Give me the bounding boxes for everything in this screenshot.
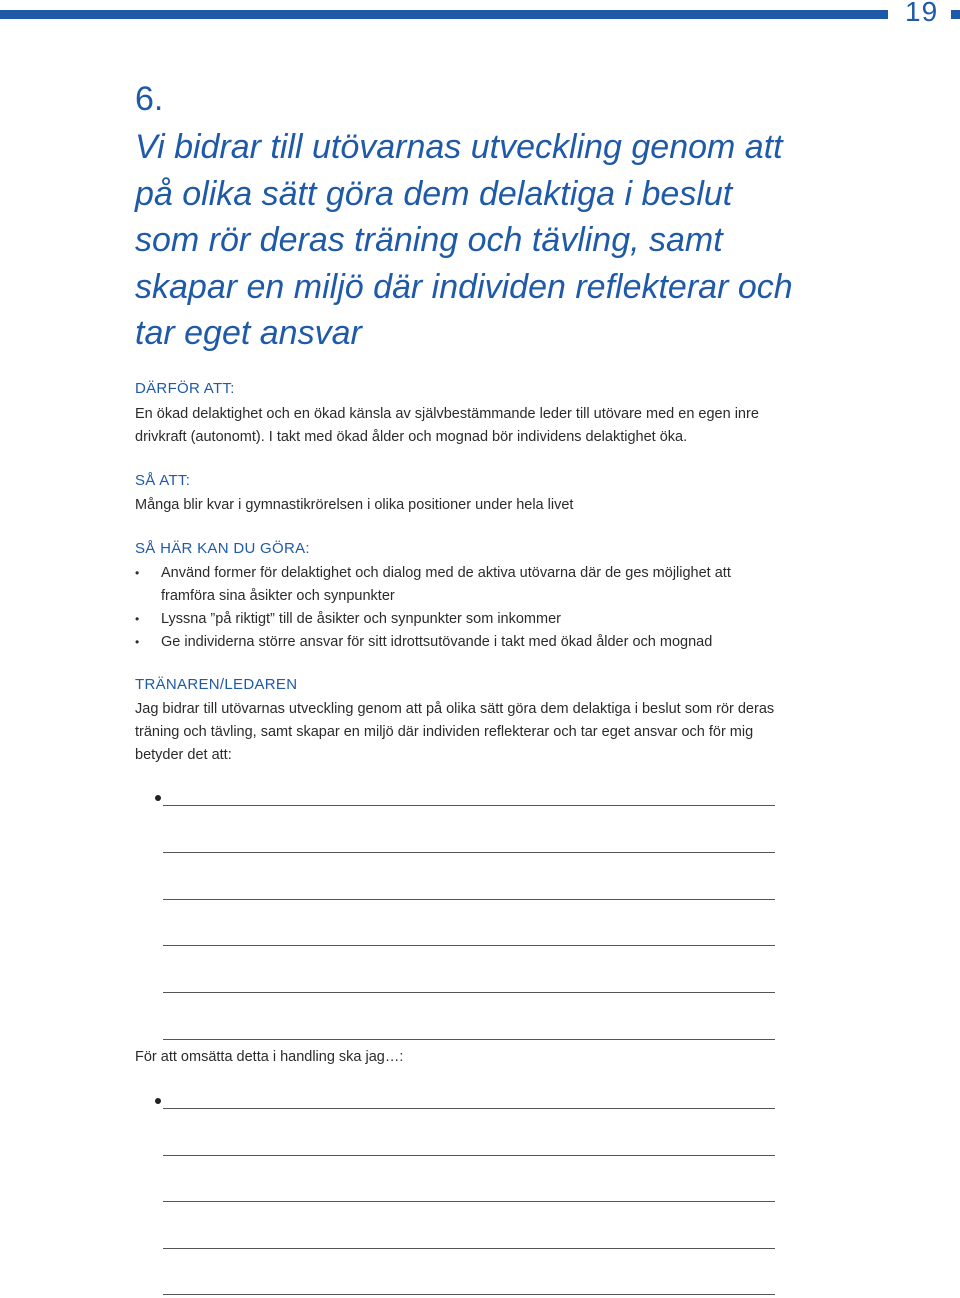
corner-square — [951, 10, 960, 19]
darfor-text: En ökad delaktighet och en ökad känsla av självbestämmande leder till utövare med en egen inre drivkraft (autonomt). I takt med ökad ålder och mognad bör individens delaktighet öka. — [135, 406, 759, 445]
writing-line[interactable] — [163, 899, 775, 900]
tranaren-text: Jag bidrar till utövarnas utveckling genom att på olika sätt göra dem delaktiga i beslut som rör deras träning och tävling, samt skapar en miljö där individen reflekterar och tar eget ansvar och för mig betyder det att: — [135, 701, 775, 763]
tranaren-label: TRÄNAREN/LEDAREN — [135, 676, 298, 693]
write-bullet — [155, 795, 161, 801]
writing-line[interactable] — [163, 805, 775, 806]
sa-att-text: Många blir kvar i gymnastikrörelsen i olika positioner under hela livet — [135, 497, 574, 513]
tips-list — [135, 562, 775, 654]
top-color-bar — [0, 10, 888, 19]
writing-line[interactable] — [163, 1039, 775, 1040]
writing-line[interactable] — [163, 1201, 775, 1202]
list-item: • Ge individerna större ansvar för sitt idrottsutövande i takt med ökad ålder och mognad — [135, 631, 775, 654]
writing-line[interactable] — [163, 992, 775, 993]
page-number: 19 — [905, 0, 939, 27]
writing-line[interactable] — [163, 1155, 775, 1156]
writing-line[interactable] — [163, 945, 775, 946]
darfor-label: DÄRFÖR ATT: — [135, 380, 235, 397]
list-item: • Använd former för delaktighet och dialog med de aktiva utövarna där de ges möjlighet att framföra sina åsikter och synpunkter — [135, 562, 775, 608]
writing-line[interactable] — [163, 1108, 775, 1109]
handling-prompt: För att omsätta detta i handling ska jag…: — [135, 1049, 404, 1065]
list-item: • Lyssna ”på riktigt” till de åsikter och synpunkter som inkommer — [135, 608, 775, 631]
sa-har-label: SÅ HÄR KAN DU GÖRA: — [135, 540, 310, 557]
section-title: Vi bidrar till utövarnas utveckling genom att på olika sätt göra dem delaktiga i beslut som rör deras träning och tävling, samt skapar en miljö där individen reflekterar och tar eget ansvar — [135, 128, 793, 352]
section-number: 6. — [135, 80, 164, 118]
writing-line[interactable] — [163, 852, 775, 853]
writing-line[interactable] — [163, 1248, 775, 1249]
write-bullet — [155, 1098, 161, 1104]
writing-line[interactable] — [163, 1294, 775, 1295]
sa-att-label: SÅ ATT: — [135, 472, 191, 489]
